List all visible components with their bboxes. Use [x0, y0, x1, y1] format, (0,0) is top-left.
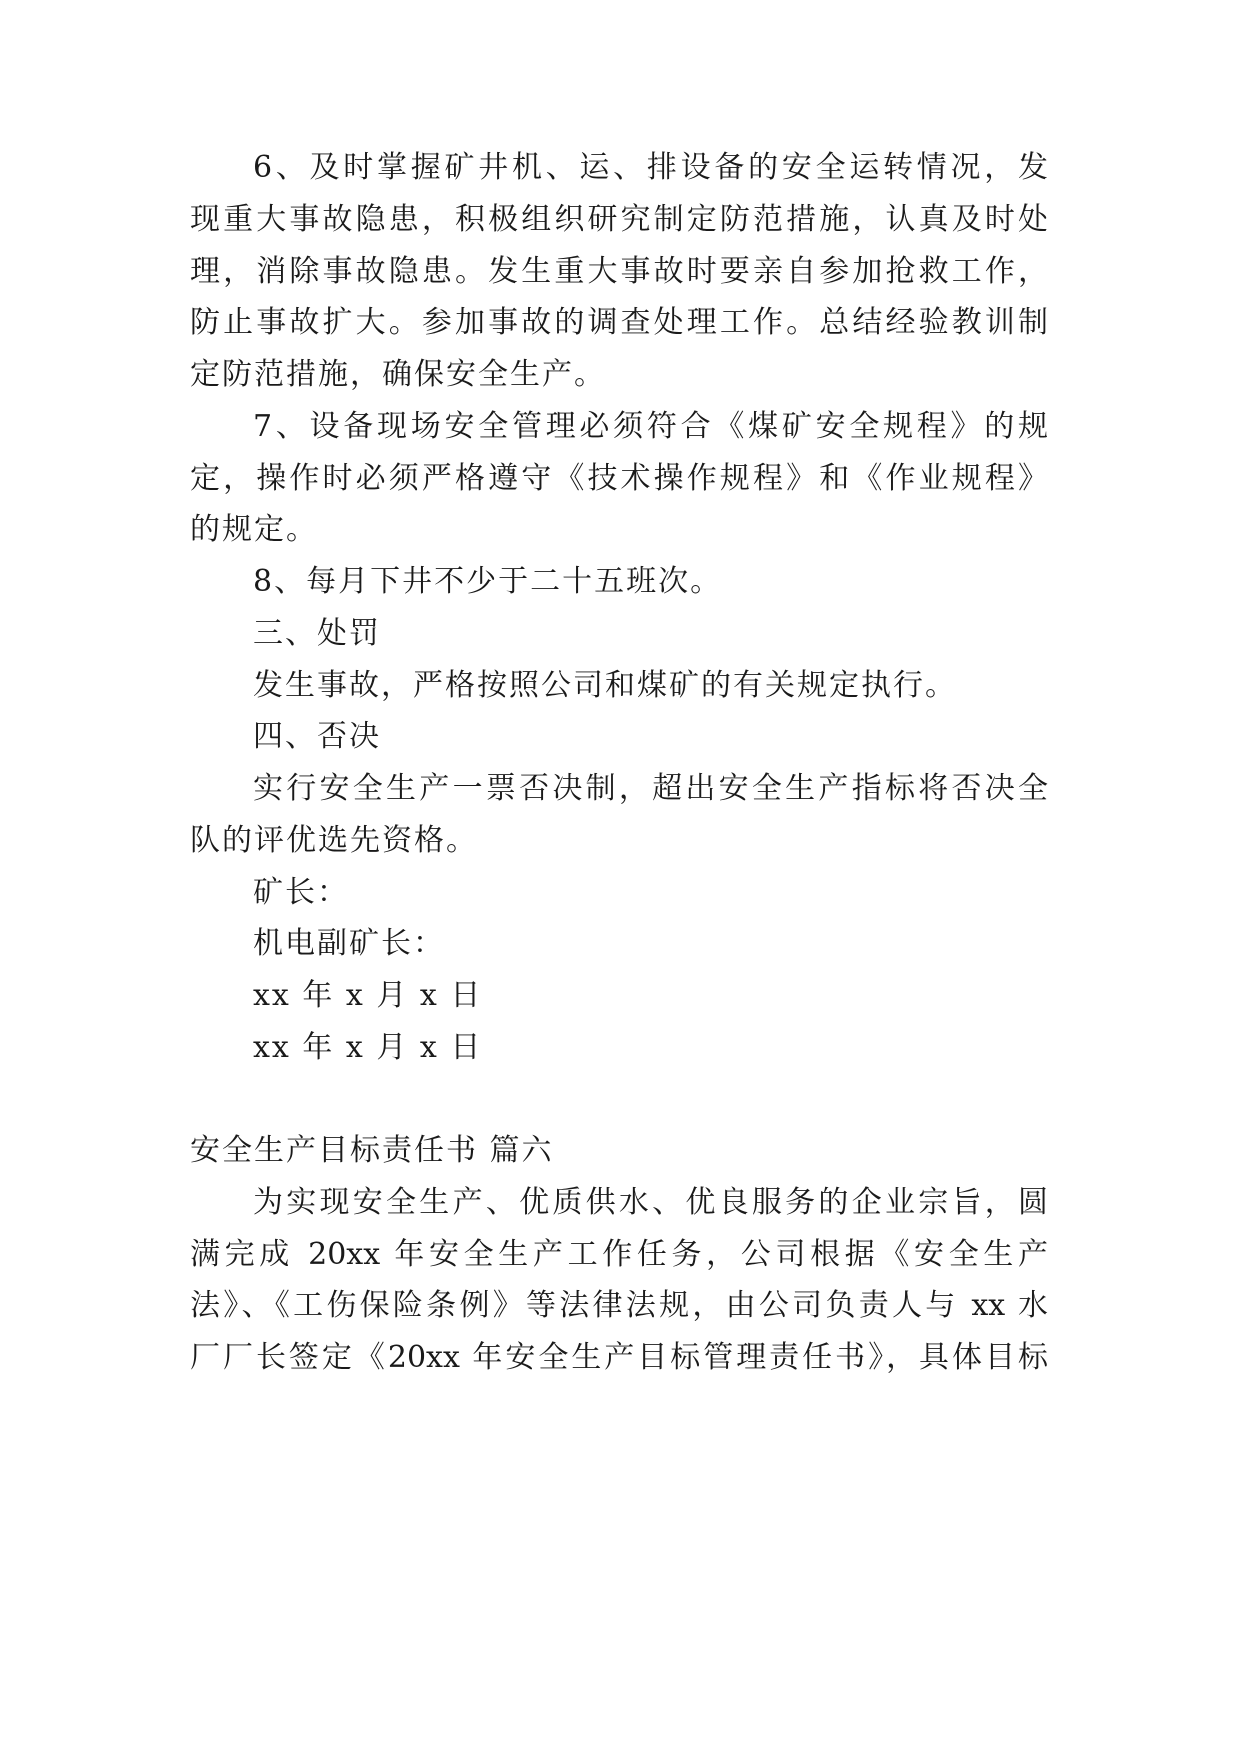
section-title: 安全生产目标责任书 篇六	[190, 1133, 554, 1168]
intro-line-2: 满完成 20xx 年安全生产工作任务，公司根据《安全生产	[190, 1237, 1048, 1272]
paragraph-7-line-2: 定，操作时必须严格遵守《技术操作规程》和《作业规程》	[190, 461, 1048, 496]
paragraph-7-line-1: 7、设备现场安全管理必须符合《煤矿安全规程》的规	[253, 409, 1048, 444]
paragraph-8: 8、每月下井不少于二十五班次。	[253, 564, 723, 599]
paragraph-6-line-1: 6、及时掌握矿井机、运、排设备的安全运转情况，发	[253, 150, 1048, 185]
intro-line-4: 厂厂长签定《20xx 年安全生产目标管理责任书》，具体目标	[190, 1340, 1048, 1375]
section-heading-veto: 四、否决	[253, 719, 381, 754]
date-line-1: xx 年 x 月 x 日	[253, 978, 483, 1013]
date-line-2: xx 年 x 月 x 日	[253, 1030, 483, 1065]
paragraph-6-line-5: 定防范措施，确保安全生产。	[190, 357, 606, 392]
paragraph-6-line-3: 理，消除事故隐患。发生重大事故时要亲自参加抢救工作，	[190, 254, 1048, 289]
veto-text-line-2: 队的评优选先资格。	[190, 823, 478, 858]
paragraph-7-line-3: 的规定。	[190, 512, 318, 547]
signature-deputy-director: 机电副矿长：	[253, 926, 445, 961]
penalty-text: 发生事故，严格按照公司和煤矿的有关规定执行。	[253, 668, 957, 703]
paragraph-6-line-2: 现重大事故隐患，积极组织研究制定防范措施，认真及时处	[190, 202, 1048, 237]
intro-line-3: 法》、《工伤保险条例》等法律法规，由公司负责人与 xx 水	[190, 1288, 1048, 1323]
intro-line-1: 为实现安全生产、优质供水、优良服务的企业宗旨，圆	[253, 1185, 1048, 1220]
signature-mine-director: 矿长：	[253, 875, 349, 910]
section-heading-penalty: 三、处罚	[253, 616, 381, 651]
veto-text-line-1: 实行安全生产一票否决制，超出安全生产指标将否决全	[253, 771, 1048, 806]
paragraph-6-line-4: 防止事故扩大。参加事故的调查处理工作。总结经验教训制	[190, 305, 1048, 340]
